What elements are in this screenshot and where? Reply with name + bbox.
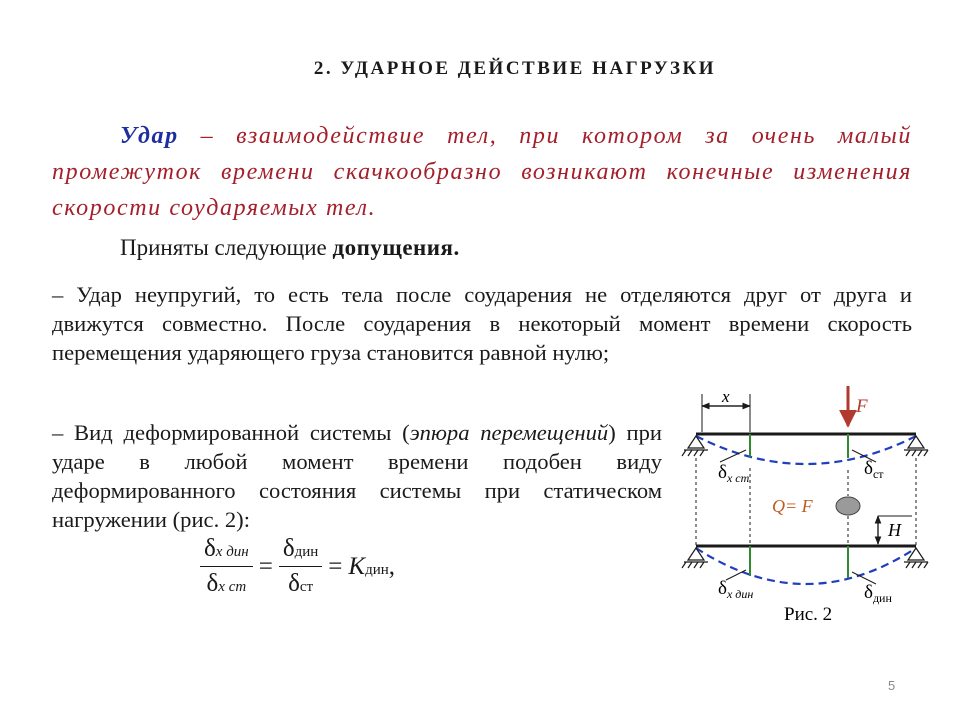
formula-sub-x-st: x ст bbox=[218, 579, 247, 595]
formula-sub-st: ст bbox=[299, 579, 314, 595]
delta-x-st-label: $\delta_{x ст}$ bbox=[718, 462, 750, 485]
upper-deflection-curve bbox=[696, 436, 916, 464]
formula-delta: δ bbox=[282, 535, 295, 562]
page-number: 5 bbox=[888, 678, 896, 693]
delta-x-din-label: $\delta_{x дин}$ bbox=[718, 578, 754, 601]
formula-fraction-max bbox=[279, 535, 322, 598]
assumptions-heading bbox=[120, 235, 460, 261]
h-label: H bbox=[888, 520, 901, 540]
formula-equals-2: = bbox=[328, 552, 343, 580]
item2-italic: эпюра перемещений bbox=[409, 420, 609, 445]
upper-right-support bbox=[904, 436, 928, 456]
formula-k-letter: K bbox=[348, 552, 366, 580]
lower-right-support bbox=[904, 548, 928, 568]
formula-delta: δ bbox=[206, 570, 219, 597]
delta-st-label: $\delta_{ст}$ bbox=[864, 458, 884, 481]
x-label: x bbox=[722, 387, 730, 406]
assumptions-intro: Приняты следующие bbox=[120, 235, 327, 260]
formula-equals: = bbox=[258, 552, 273, 580]
item2-part2: ) при ударе в любой момент времени подобен виду деформированного состояния системы при статическом нагружении (рис. 2): bbox=[52, 420, 662, 532]
upper-left-support bbox=[682, 436, 708, 456]
weight-label: Q= F bbox=[772, 496, 813, 516]
formula-fraction-x bbox=[200, 535, 253, 598]
formula-k bbox=[348, 553, 395, 581]
item2-part1: – Вид деформированной системы ( bbox=[52, 420, 410, 445]
figure-caption: Рис. 2 bbox=[784, 604, 833, 625]
formula-k-sub: дин bbox=[365, 561, 389, 578]
assumption-item-2 bbox=[52, 418, 662, 534]
formula-comma: , bbox=[388, 552, 396, 580]
assumption-item-1: – Удар неупругий, то есть тела после соударения не отделяются друг от друга и движутся совместно. После соударения в некоторый момент времени скорость перемещения ударяющего груза становится равной нулю; bbox=[52, 282, 912, 365]
formula-sub-x-din: x дин bbox=[215, 544, 249, 560]
formula-delta: δ bbox=[204, 535, 216, 562]
dynamic-coefficient-formula bbox=[200, 535, 395, 598]
lower-left-support bbox=[682, 548, 708, 568]
section-title: 2. УДАРНОЕ ДЕЙСТВИЕ НАГРУЗКИ bbox=[313, 58, 717, 79]
definition-text: – взаимодействие тел, при котором за очень малый промежуток времени скачкообразно возникают конечные изменения скорости соударяемых тел. bbox=[52, 123, 912, 221]
definition-term: Удар bbox=[120, 123, 179, 149]
formula-sub-din: дин bbox=[294, 544, 319, 560]
falling-weight bbox=[836, 497, 860, 515]
lower-leader-x bbox=[726, 570, 746, 580]
delta-din-label: $\delta_{дин}$ bbox=[864, 582, 892, 605]
assumptions-bold: допущения. bbox=[332, 235, 460, 260]
figure-beam-impact bbox=[680, 380, 930, 640]
definition-paragraph bbox=[52, 118, 912, 226]
force-label: F bbox=[856, 396, 868, 417]
formula-delta: δ bbox=[288, 570, 300, 597]
